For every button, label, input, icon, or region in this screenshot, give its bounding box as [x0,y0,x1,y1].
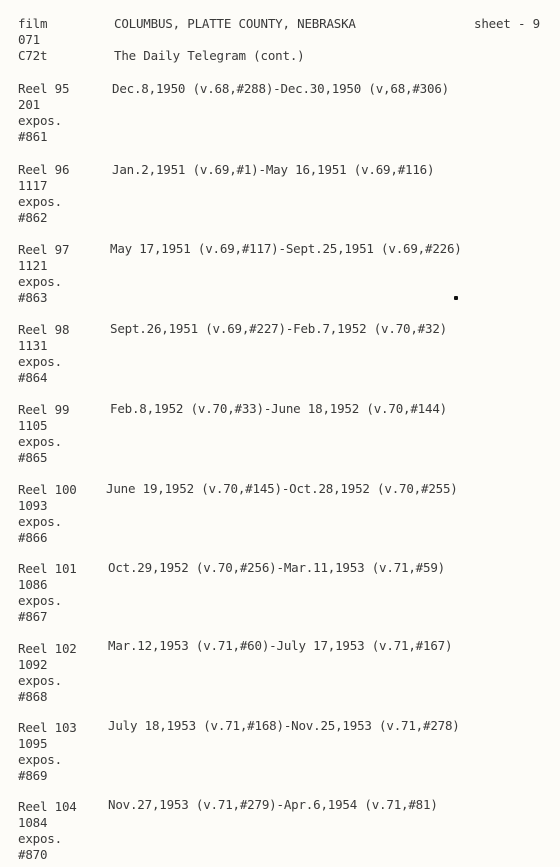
reel-label: Reel 95 [18,81,70,96]
exposure-label: expos. [18,194,62,209]
reel-entry [18,799,77,863]
reel-label: Reel 96 [18,162,70,177]
reel-number: #865 [18,450,48,465]
reel-date-range: Nov.27,1953 (v.71,#279)-Apr.6,1954 (v.71,#81) [108,797,438,812]
exposure-count: 1084 [18,815,48,830]
exposure-count: 1095 [18,736,48,751]
reel-date-range: Oct.29,1952 (v.70,#256)-Mar.11,1953 (v.71,#59) [108,560,445,575]
reel-label: Reel 100 [18,482,77,497]
exposure-label: expos. [18,593,62,608]
exposure-count: 1086 [18,577,48,592]
page-title: COLUMBUS, PLATTE COUNTY, NEBRASKA [114,16,356,31]
exposure-label: expos. [18,752,62,767]
reel-date-range: Jan.2,1951 (v.69,#1)-May 16,1951 (v.69,#116) [112,162,435,177]
reel-date-range: Sept.26,1951 (v.69,#227)-Feb.7,1952 (v.70,#32) [110,321,447,336]
exposure-count: 1105 [18,418,48,433]
reel-label: Reel 101 [18,561,77,576]
reel-number: #861 [18,129,48,144]
reel-date-range: July 18,1953 (v.71,#168)-Nov.25,1953 (v.71,#278) [108,718,460,733]
film-number: 071 [18,32,40,47]
reel-label: Reel 97 [18,242,70,257]
reel-label: Reel 104 [18,799,77,814]
reel-date-range: June 19,1952 (v.70,#145)-Oct.28,1952 (v.70,#255) [106,481,458,496]
film-code: C72t [18,48,48,63]
reel-date-range: Mar.12,1953 (v.71,#60)-July 17,1953 (v.71,#167) [108,638,453,653]
exposure-count: 201 [18,97,40,112]
exposure-label: expos. [18,831,62,846]
reel-number: #863 [18,290,48,305]
exposure-count: 1131 [18,338,48,353]
sheet-number: sheet - 9 [474,16,540,31]
reel-entry [18,720,77,784]
reel-label: Reel 103 [18,720,77,735]
exposure-count: 1093 [18,498,48,513]
reel-entry [18,402,69,466]
exposure-label: expos. [18,434,62,449]
reel-date-range: Feb.8,1952 (v.70,#33)-June 18,1952 (v.70,#144) [110,401,447,416]
reel-entry [18,482,77,546]
exposure-label: expos. [18,274,62,289]
reel-number: #870 [18,847,48,862]
exposure-label: expos. [18,673,62,688]
exposure-label: expos. [18,113,62,128]
exposure-count: 1121 [18,258,48,273]
reel-entry [18,81,69,145]
reel-number: #868 [18,689,48,704]
reel-date-range: Dec.8,1950 (v.68,#288)-Dec.30,1950 (v,68,#306) [112,81,449,96]
newspaper-title: The Daily Telegram (cont.) [114,48,305,63]
ink-speck [454,296,458,300]
reel-date-range: May 17,1951 (v.69,#117)-Sept.25,1951 (v.69,#226) [110,241,462,256]
reel-entry [18,322,69,386]
exposure-label: expos. [18,354,62,369]
reel-label: Reel 98 [18,322,70,337]
film-label: film [18,16,48,31]
reel-entry [18,561,77,625]
reel-entry [18,242,69,306]
reel-label: Reel 99 [18,402,70,417]
reel-entry [18,162,69,226]
reel-number: #862 [18,210,48,225]
exposure-count: 1092 [18,657,48,672]
film-call-number [18,16,47,64]
reel-label: Reel 102 [18,641,77,656]
reel-number: #864 [18,370,48,385]
reel-number: #867 [18,609,48,624]
exposure-label: expos. [18,514,62,529]
reel-entry [18,641,77,705]
reel-number: #866 [18,530,48,545]
reel-number: #869 [18,768,48,783]
exposure-count: 1117 [18,178,48,193]
